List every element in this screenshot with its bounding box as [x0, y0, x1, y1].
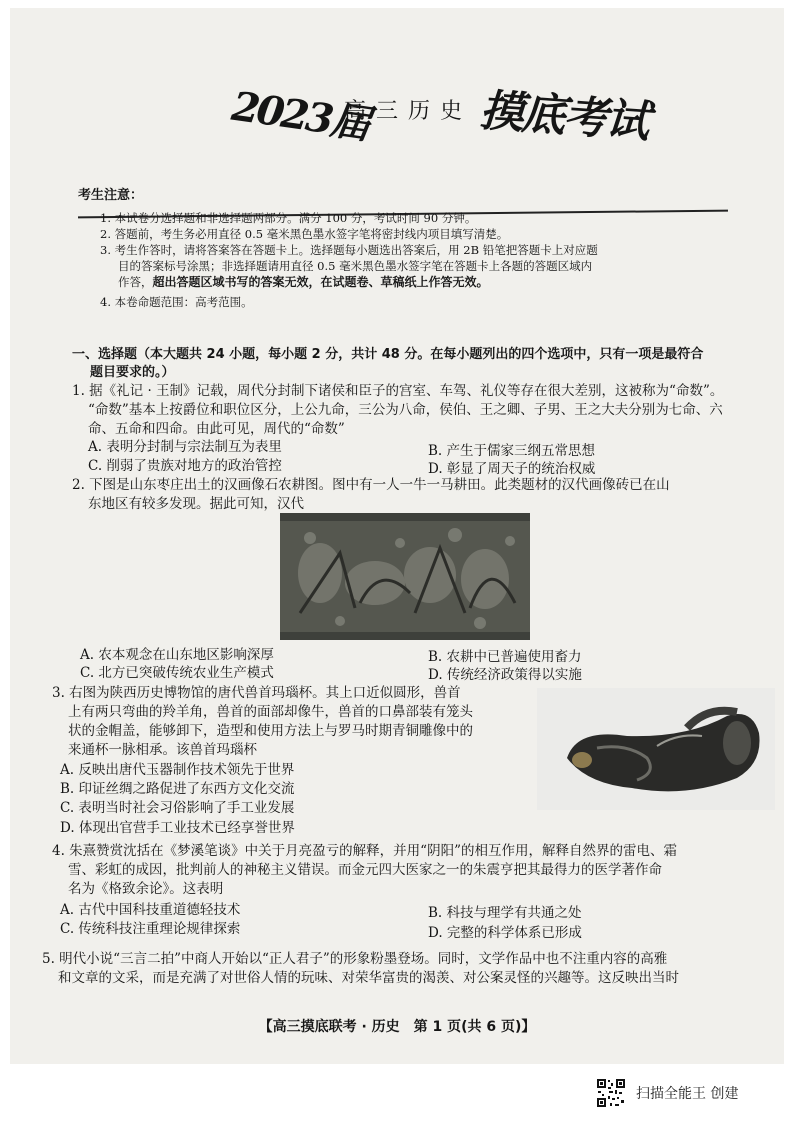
question-text: 3. 右图为陕西历史博物馆的唐代兽首玛瑙杯。其上口近似圆形，兽首 — [52, 685, 461, 701]
question-text: “命数”基本上按爵位和职位区分，上公九命，三公为八命，侯伯、王之卿、子男、王之大夫分别为七命、六 — [88, 402, 723, 418]
question-text: 上有两只弯曲的羚羊角，兽首的面部却像牛，兽首的口鼻部装有笼头 — [68, 704, 473, 720]
q1-option-c: C. 削弱了贵族对地方的政治管控 — [88, 458, 282, 474]
question-text: 状的金帽盖，能够卸下，造型和使用方法上与罗马时期青铜雕像中的 — [68, 723, 473, 739]
qr-code-icon — [596, 1078, 626, 1108]
question-text: 命、五命和四命。由此可见，周代的“命数” — [88, 421, 345, 437]
q2-option-a: A. 农本观念在山东地区影响深厚 — [80, 647, 274, 663]
q1-option-b: B. 产生于儒家三纲五常思想 — [428, 443, 596, 459]
question-text: 4. 朱熹赞赏沈括在《梦溪笔谈》中关于月亮盈亏的解释，并用“阴阳”的相互作用，解释自然界的雷电、霜 — [52, 843, 677, 859]
notice-item: 3. 考生作答时，请将答案答在答题卡上。选择题每小题选出答案后，用 2B 铅笔把答题卡上对应题 — [100, 243, 598, 257]
handwritten-exam-name: 摸底考试 — [478, 85, 650, 148]
exam-title — [10, 78, 784, 148]
notice-item: 1. 本试卷分选择题和非选择题两部分。满分 100 分，考试时间 90 分钟。 — [100, 211, 477, 225]
question-3 — [52, 684, 532, 760]
question-5 — [42, 950, 782, 988]
notice-heading: 考生注意： — [78, 188, 144, 203]
question-text: 2. 下图是山东枣庄出土的汉画像石农耕图。图中有一人一牛一马耕田。此类题材的汉代画像砖已在山 — [72, 477, 670, 493]
question-text: 1. 据《礼记 · 王制》记载，周代分封制下诸侯和臣子的宫室、车驾、礼仪等存在很大差别，这被称为“命数”。 — [72, 383, 724, 399]
question-text: 和文章的文采，而是充满了对世俗人情的玩味、对荣华富贵的渴羡、对公案灵怪的兴趣等。这反映出当时 — [58, 970, 679, 986]
q4-option-b: B. 科技与理学有共通之处 — [428, 905, 582, 921]
notice-item: 作答，超出答题区域书写的答案无效，在试题卷、草稿纸上作答无效。 — [118, 275, 489, 289]
scanner-watermark — [596, 1078, 738, 1108]
q2-option-c: C. 北方已突破传统农业生产模式 — [80, 665, 274, 681]
q4-option-d: D. 完整的科学体系已形成 — [428, 925, 582, 941]
section-heading: 一、选择题（本大题共 24 小题，每小题 2 分，共计 48 分。在每小题列出的四个选项中，只有一项是最符合 题目要求的。） — [72, 347, 704, 380]
page-footer: 【高三摸底联考 · 历史 第 1 页(共 6 页)】 — [258, 1019, 536, 1035]
question-1 — [72, 382, 740, 439]
question-text: 东地区有较多发现。据此可知，汉代 — [88, 496, 304, 512]
question-text: 名为《格致余论》。这表明 — [68, 881, 224, 897]
question-4 — [52, 842, 772, 899]
question-text: 5. 明代小说“三言二拍”中商人开始以“正人君子”的形象粉墨登场。同时，文学作品中也不注重内容的高雅 — [42, 951, 668, 967]
q4-option-c: C. 传统科技注重理论规律探索 — [60, 921, 241, 937]
q4-option-a: A. 古代中国科技重道德轻技术 — [60, 902, 241, 918]
handwritten-year: 2023届 — [228, 82, 371, 149]
q3-option-c: C. 表明当时社会习俗影响了手工业发展 — [60, 800, 295, 816]
q1-option-d: D. 彰显了周天子的统治权威 — [428, 461, 596, 477]
han-stone-relief-farming-image — [280, 513, 530, 640]
q2-option-d: D. 传统经济政策得以实施 — [428, 667, 582, 683]
q2-option-b: B. 农耕中已普遍使用畜力 — [428, 649, 582, 665]
q3-option-d: D. 体现出官营手工业技术已经享誉世界 — [60, 820, 295, 836]
q3-option-b: B. 印证丝绸之路促进了东西方文化交流 — [60, 781, 295, 797]
scanner-label: 扫描全能王 创建 — [636, 1086, 739, 1102]
q3-option-a: A. 反映出唐代玉器制作技术领先于世界 — [60, 762, 295, 778]
exam-page — [10, 8, 784, 1064]
question-text: 雪、彩虹的成因，批判前人的神秘主义错误。而金元四大医家之一的朱震亨把其最得力的医学著作命 — [68, 862, 662, 878]
question-2 — [72, 476, 740, 514]
title-text: 高三历史 — [344, 99, 473, 124]
notice-item: 2. 答题前，考生务必用直径 0.5 毫米黑色墨水签字笔将密封线内项目填写清楚。 — [100, 227, 509, 241]
notice-item: 4. 本卷命题范围：高考范围。 — [100, 295, 253, 309]
question-text: 来通杯一脉相承。该兽首玛瑙杯 — [68, 742, 257, 758]
q1-option-a: A. 表明分封制与宗法制互为表里 — [88, 439, 282, 455]
tang-agate-cup-image — [537, 688, 775, 810]
candidate-notice — [78, 188, 738, 310]
notice-item: 目的答案标号涂黑；非选择题请用直径 0.5 毫米黑色墨水签字笔在答题卡上各题的答题区域内 — [118, 259, 593, 273]
